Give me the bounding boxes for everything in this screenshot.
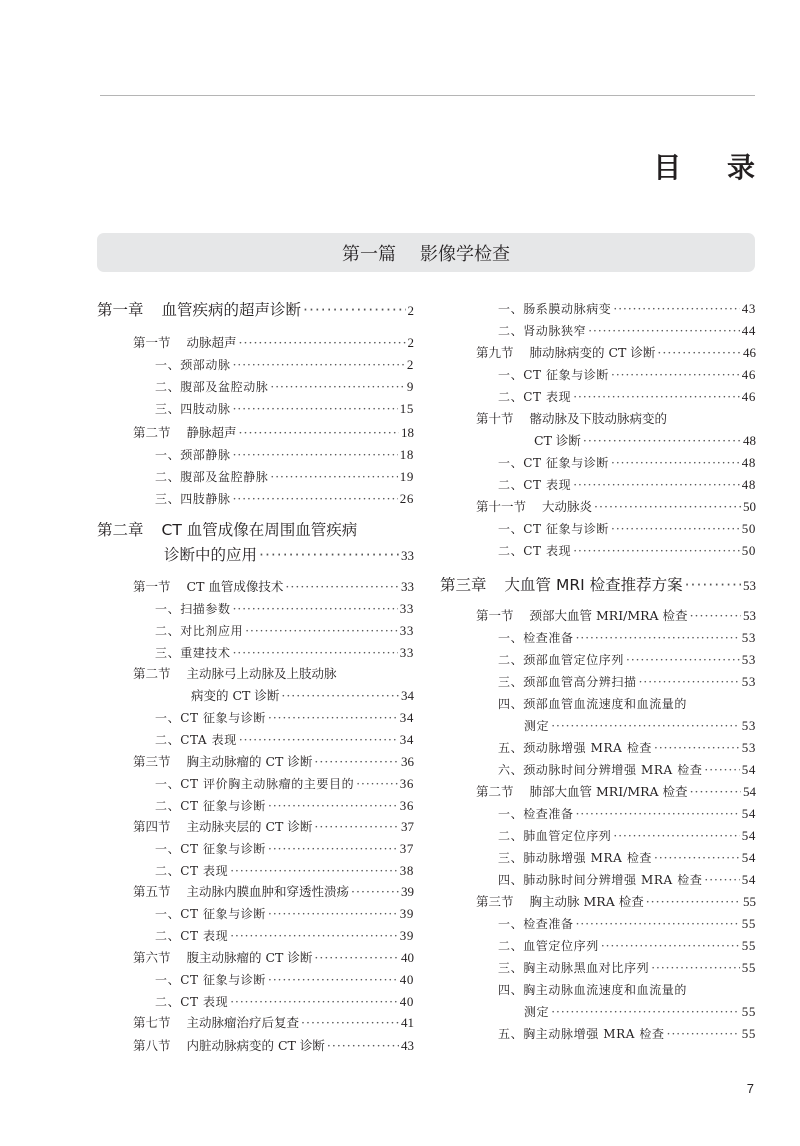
item-title: 三、胸主动脉黑血对比序列 bbox=[498, 961, 650, 975]
item-title: 二、腹部及盆腔动脉 bbox=[155, 380, 269, 394]
toc-entry[interactable] bbox=[97, 729, 414, 751]
leader-dots bbox=[233, 598, 398, 620]
toc-entry[interactable] bbox=[440, 913, 756, 935]
part-banner bbox=[97, 233, 755, 272]
page-ref: 33 bbox=[401, 579, 414, 594]
leader-dots bbox=[270, 466, 397, 488]
section-title-cont: 病变的 CT 诊断 bbox=[191, 688, 280, 703]
item-title: 五、颈动脉增强 MRA 检查 bbox=[498, 741, 653, 755]
toc-entry[interactable] bbox=[440, 803, 756, 825]
toc-entry[interactable] bbox=[440, 891, 756, 913]
section-label: 第二节 bbox=[133, 425, 171, 440]
toc-entry[interactable] bbox=[97, 947, 414, 969]
toc-entry[interactable] bbox=[440, 320, 756, 342]
leader-dots bbox=[230, 925, 398, 947]
page-ref: 37 bbox=[401, 819, 414, 834]
chapter-title: CT 血管成像在周围血管疾病 bbox=[161, 521, 358, 539]
section-title: 大动脉炎 bbox=[542, 499, 593, 514]
item-title-cont: 测定 bbox=[524, 1005, 550, 1019]
chapter-title-cont: 诊断中的应用 bbox=[164, 546, 258, 564]
page-ref: 53 bbox=[741, 718, 756, 733]
page-ref: 54 bbox=[741, 850, 756, 865]
toc-entry[interactable] bbox=[97, 620, 414, 642]
toc-entry[interactable] bbox=[97, 332, 414, 354]
toc-entry[interactable] bbox=[97, 519, 414, 541]
leader-dots bbox=[685, 574, 741, 596]
toc-entry[interactable] bbox=[440, 1001, 756, 1023]
chapter-label: 第二章 bbox=[97, 521, 144, 539]
leader-dots bbox=[646, 891, 741, 913]
leader-dots bbox=[654, 847, 740, 869]
page-ref: 54 bbox=[743, 784, 756, 799]
leader-dots bbox=[551, 1001, 740, 1023]
toc-entry[interactable] bbox=[97, 1012, 414, 1034]
leader-dots bbox=[245, 620, 398, 642]
toc-entry[interactable] bbox=[97, 838, 414, 860]
item-title: 五、胸主动脉增强 MRA 检查 bbox=[498, 1027, 665, 1041]
leader-dots bbox=[233, 642, 398, 664]
page-ref: 55 bbox=[741, 916, 756, 931]
toc-entry[interactable] bbox=[97, 925, 414, 947]
leader-dots bbox=[285, 576, 399, 598]
leader-dots bbox=[704, 759, 739, 781]
page-ref: 55 bbox=[741, 1004, 756, 1019]
page-ref: 9 bbox=[406, 379, 414, 394]
page-ref: 36 bbox=[401, 754, 414, 769]
leader-dots bbox=[611, 452, 740, 474]
page-ref: 33 bbox=[401, 548, 414, 563]
leader-dots bbox=[230, 991, 398, 1013]
page-ref: 34 bbox=[401, 688, 414, 703]
page-ref: 33 bbox=[399, 645, 414, 660]
toc-entry[interactable] bbox=[440, 574, 756, 597]
section-title: 内脏动脉病变的 CT 诊断 bbox=[186, 1038, 325, 1053]
leader-dots bbox=[270, 376, 404, 398]
toc-entry[interactable] bbox=[97, 816, 414, 838]
page-ref: 41 bbox=[401, 1015, 414, 1030]
toc-entry[interactable] bbox=[440, 693, 756, 715]
section-label: 第五节 bbox=[133, 884, 171, 899]
toc-entry[interactable] bbox=[97, 299, 414, 322]
page-ref: 46 bbox=[741, 367, 756, 382]
section-title: 主动脉弓上动脉及上肢动脉 bbox=[186, 666, 337, 681]
page-ref: 18 bbox=[399, 447, 414, 462]
item-title: 一、检查准备 bbox=[498, 917, 574, 931]
page-ref: 38 bbox=[399, 863, 414, 878]
page-ref: 54 bbox=[741, 828, 756, 843]
page-ref: 40 bbox=[399, 994, 414, 1009]
leader-dots bbox=[268, 969, 398, 991]
toc-entry[interactable] bbox=[440, 957, 756, 979]
leader-dots bbox=[583, 430, 741, 452]
leader-dots bbox=[351, 881, 399, 903]
page-ref: 15 bbox=[399, 401, 414, 416]
section-label: 第一节 bbox=[133, 579, 171, 594]
leader-dots bbox=[239, 422, 399, 444]
page-ref: 50 bbox=[741, 521, 756, 536]
item-title: 二、CT 表现 bbox=[155, 929, 229, 943]
leader-dots bbox=[613, 825, 739, 847]
page-ref: 36 bbox=[399, 776, 414, 791]
toc-entry[interactable] bbox=[97, 444, 414, 466]
part-name: 影像学检查 bbox=[420, 243, 510, 265]
leader-dots bbox=[601, 935, 740, 957]
item-title: 三、颈部血管高分辨扫描 bbox=[498, 675, 637, 689]
leader-dots bbox=[314, 751, 399, 773]
toc-entry[interactable] bbox=[440, 935, 756, 957]
toc-entry[interactable] bbox=[440, 627, 756, 649]
toc-entry[interactable] bbox=[97, 544, 414, 567]
leader-dots bbox=[690, 605, 741, 627]
leader-dots bbox=[233, 444, 398, 466]
item-title-cont: 测定 bbox=[524, 719, 550, 733]
leader-dots bbox=[573, 540, 740, 562]
leader-dots bbox=[573, 474, 740, 496]
page-ref: 39 bbox=[399, 928, 414, 943]
page-ref: 36 bbox=[399, 798, 414, 813]
item-title: 二、CT 表现 bbox=[498, 390, 572, 404]
page-ref: 55 bbox=[741, 960, 756, 975]
toc-entry[interactable] bbox=[440, 759, 756, 781]
toc-entry[interactable] bbox=[97, 642, 414, 664]
leader-dots bbox=[667, 1023, 740, 1045]
item-title: 一、CT 征象与诊断 bbox=[155, 711, 267, 725]
toc-entry[interactable] bbox=[440, 496, 756, 518]
toc-entry[interactable] bbox=[440, 386, 756, 408]
section-label: 第二节 bbox=[476, 784, 514, 799]
page-ref: 46 bbox=[741, 389, 756, 404]
leader-dots bbox=[268, 903, 398, 925]
page-ref: 37 bbox=[399, 841, 414, 856]
section-title: 腹主动脉瘤的 CT 诊断 bbox=[186, 950, 313, 965]
page-ref: 53 bbox=[741, 630, 756, 645]
item-title: 二、CT 表现 bbox=[155, 864, 229, 878]
toc-entry[interactable] bbox=[97, 685, 414, 707]
leader-dots bbox=[690, 781, 741, 803]
page-ref: 2 bbox=[406, 357, 414, 372]
section-label: 第十一节 bbox=[476, 499, 527, 514]
item-title: 二、腹部及盆腔静脉 bbox=[155, 470, 269, 484]
toc-entry[interactable] bbox=[440, 342, 756, 364]
leader-dots bbox=[573, 386, 740, 408]
toc-entry[interactable] bbox=[440, 649, 756, 671]
section-title: 髂动脉及下肢动脉病变的 bbox=[529, 411, 668, 426]
toc-entry[interactable] bbox=[440, 474, 756, 496]
leader-dots bbox=[651, 957, 740, 979]
item-title: 三、肺动脉增强 MRA 检查 bbox=[498, 851, 653, 865]
section-title-cont: CT 诊断 bbox=[534, 433, 581, 448]
page-ref: 2 bbox=[407, 335, 414, 350]
section-label: 第六节 bbox=[133, 950, 171, 965]
page-ref: 46 bbox=[743, 345, 756, 360]
toc-entry[interactable] bbox=[440, 430, 756, 452]
leader-dots bbox=[639, 671, 740, 693]
leader-dots bbox=[268, 838, 398, 860]
page-ref: 55 bbox=[741, 1026, 756, 1041]
toc-entry[interactable] bbox=[97, 576, 414, 598]
item-title: 一、CT 评价胸主动脉瘤的主要目的 bbox=[155, 777, 355, 791]
toc-entry[interactable] bbox=[440, 671, 756, 693]
item-title: 一、肠系膜动脉病变 bbox=[498, 302, 612, 316]
page-ref: 26 bbox=[399, 491, 414, 506]
page-ref: 40 bbox=[401, 950, 414, 965]
chapter-title: 血管疾病的超声诊断 bbox=[161, 301, 302, 319]
toc-entry[interactable] bbox=[97, 991, 414, 1013]
toc-entry[interactable] bbox=[97, 422, 414, 444]
section-label: 第七节 bbox=[133, 1015, 171, 1030]
leader-dots bbox=[314, 947, 399, 969]
leader-dots bbox=[327, 1035, 399, 1057]
toc-entry[interactable] bbox=[97, 773, 414, 795]
toc-entry[interactable] bbox=[440, 869, 756, 891]
item-title: 二、CT 表现 bbox=[498, 478, 572, 492]
toc-entry[interactable] bbox=[440, 825, 756, 847]
item-title: 一、检查准备 bbox=[498, 631, 574, 645]
item-title: 一、检查准备 bbox=[498, 807, 574, 821]
section-label: 第一节 bbox=[133, 335, 171, 350]
item-title: 二、肾动脉狭窄 bbox=[498, 324, 587, 338]
leader-dots bbox=[626, 649, 740, 671]
item-title: 一、颈部动脉 bbox=[155, 358, 231, 372]
leader-dots bbox=[551, 715, 740, 737]
toc-entry[interactable] bbox=[97, 903, 414, 925]
toc-entry[interactable] bbox=[440, 518, 756, 540]
item-title: 四、胸主动脉血流速度和血流量的 bbox=[498, 983, 688, 997]
page-ref: 54 bbox=[741, 806, 756, 821]
page-ref: 2 bbox=[407, 303, 414, 318]
page-ref: 48 bbox=[741, 477, 756, 492]
section-label: 第九节 bbox=[476, 345, 514, 360]
page-ref: 34 bbox=[399, 732, 414, 747]
section-title: 静脉超声 bbox=[186, 425, 237, 440]
page-ref: 33 bbox=[399, 601, 414, 616]
page-ref: 33 bbox=[399, 623, 414, 638]
page-ref: 53 bbox=[743, 578, 756, 593]
leader-dots bbox=[576, 627, 740, 649]
toc-entry[interactable] bbox=[440, 715, 756, 737]
leader-dots bbox=[281, 685, 399, 707]
item-title: 一、CT 征象与诊断 bbox=[498, 368, 610, 382]
section-title: CT 血管成像技术 bbox=[186, 579, 284, 594]
chapter-label: 第一章 bbox=[97, 301, 144, 319]
toc-entry[interactable] bbox=[440, 1023, 756, 1045]
section-title: 主动脉内膜血肿和穿透性溃疡 bbox=[186, 884, 350, 899]
leader-dots bbox=[654, 737, 740, 759]
toc-entry[interactable] bbox=[440, 847, 756, 869]
toc-entry[interactable] bbox=[97, 969, 414, 991]
item-title: 一、CT 征象与诊断 bbox=[155, 973, 267, 987]
section-label: 第三节 bbox=[476, 894, 514, 909]
leader-dots bbox=[233, 488, 398, 510]
page-ref: 53 bbox=[741, 652, 756, 667]
toc-entry[interactable] bbox=[97, 1035, 414, 1057]
chapter-title: 大血管 MRI 检查推荐方案 bbox=[504, 576, 683, 594]
header-rule bbox=[100, 95, 755, 96]
page-ref: 55 bbox=[741, 938, 756, 953]
item-title: 二、CT 表现 bbox=[498, 544, 572, 558]
toc-entry[interactable] bbox=[97, 663, 414, 685]
toc-entry[interactable] bbox=[97, 751, 414, 773]
item-title: 一、CT 征象与诊断 bbox=[155, 842, 267, 856]
page-number: 7 bbox=[746, 1081, 754, 1096]
leader-dots bbox=[594, 496, 741, 518]
toc-entry[interactable] bbox=[440, 605, 756, 627]
toc-entry[interactable] bbox=[440, 737, 756, 759]
page-ref: 54 bbox=[741, 762, 756, 777]
leader-dots bbox=[588, 320, 740, 342]
item-title: 一、扫描参数 bbox=[155, 602, 231, 616]
leader-dots bbox=[233, 398, 398, 420]
leader-dots bbox=[611, 364, 740, 386]
page-ref: 39 bbox=[401, 884, 414, 899]
section-title: 肺动脉病变的 CT 诊断 bbox=[529, 345, 656, 360]
page-ref: 53 bbox=[741, 674, 756, 689]
leader-dots bbox=[301, 1012, 399, 1034]
item-title: 四、颈部血管血流速度和血流量的 bbox=[498, 697, 688, 711]
item-title: 四、肺动脉时间分辨增强 MRA 检查 bbox=[498, 873, 703, 887]
chapter-label: 第三章 bbox=[440, 576, 487, 594]
section-title: 动脉超声 bbox=[186, 335, 237, 350]
toc-entry[interactable] bbox=[97, 795, 414, 817]
leader-dots bbox=[239, 729, 398, 751]
page-ref: 39 bbox=[399, 906, 414, 921]
leader-dots bbox=[657, 342, 741, 364]
item-title: 二、CT 征象与诊断 bbox=[155, 799, 267, 813]
leader-dots bbox=[259, 544, 399, 566]
item-title: 二、CTA 表现 bbox=[155, 733, 237, 747]
page-ref: 50 bbox=[741, 543, 756, 558]
leader-dots bbox=[613, 298, 739, 320]
toc-entry[interactable] bbox=[97, 707, 414, 729]
toc-entry[interactable] bbox=[440, 408, 756, 430]
section-title: 主动脉夹层的 CT 诊断 bbox=[186, 819, 313, 834]
section-label: 第一节 bbox=[476, 608, 514, 623]
leader-dots bbox=[230, 860, 398, 882]
leader-dots bbox=[268, 795, 398, 817]
leader-dots bbox=[704, 869, 739, 891]
section-title: 颈部大血管 MRI/MRA 检查 bbox=[529, 608, 688, 623]
leader-dots bbox=[314, 816, 399, 838]
page-ref: 53 bbox=[743, 608, 756, 623]
page-title: 目 录 bbox=[653, 151, 773, 184]
toc-entry[interactable] bbox=[440, 781, 756, 803]
toc-entry[interactable] bbox=[440, 452, 756, 474]
item-title: 二、肺血管定位序列 bbox=[498, 829, 612, 843]
page-ref: 40 bbox=[399, 972, 414, 987]
section-label: 第八节 bbox=[133, 1038, 171, 1053]
page-ref: 19 bbox=[399, 469, 414, 484]
leader-dots bbox=[303, 299, 405, 321]
section-label: 第十节 bbox=[476, 411, 514, 426]
page-ref: 18 bbox=[401, 425, 414, 440]
leader-dots bbox=[268, 707, 398, 729]
page-ref: 44 bbox=[741, 323, 756, 338]
item-title: 二、颈部血管定位序列 bbox=[498, 653, 625, 667]
toc-entry[interactable] bbox=[97, 860, 414, 882]
page-ref: 34 bbox=[399, 710, 414, 725]
page-ref: 43 bbox=[741, 301, 756, 316]
leader-dots bbox=[576, 803, 740, 825]
page-ref: 43 bbox=[401, 1038, 414, 1053]
section-title: 胸主动脉 MRA 检查 bbox=[529, 894, 644, 909]
toc-entry[interactable] bbox=[440, 979, 756, 1001]
page-ref: 54 bbox=[741, 872, 756, 887]
item-title: 二、对比剂应用 bbox=[155, 624, 244, 638]
item-title: 一、CT 征象与诊断 bbox=[498, 456, 610, 470]
leader-dots bbox=[239, 332, 406, 354]
toc-entry[interactable] bbox=[97, 376, 414, 398]
section-title: 主动脉瘤治疗后复查 bbox=[186, 1015, 300, 1030]
toc-entry[interactable] bbox=[440, 364, 756, 386]
toc-entry[interactable] bbox=[97, 466, 414, 488]
toc-entry[interactable] bbox=[440, 298, 756, 320]
item-title: 一、CT 征象与诊断 bbox=[155, 907, 267, 921]
page-ref: 50 bbox=[743, 499, 756, 514]
item-title: 六、颈动脉时间分辨增强 MRA 检查 bbox=[498, 763, 703, 777]
item-title: 三、四肢静脉 bbox=[155, 492, 231, 506]
item-title: 三、重建技术 bbox=[155, 646, 231, 660]
leader-dots bbox=[356, 773, 398, 795]
toc-entry[interactable] bbox=[97, 398, 414, 420]
toc-entry[interactable] bbox=[97, 354, 414, 376]
item-title: 二、CT 表现 bbox=[155, 995, 229, 1009]
section-label: 第三节 bbox=[133, 754, 171, 769]
section-title: 肺部大血管 MRI/MRA 检查 bbox=[529, 784, 688, 799]
section-label: 第二节 bbox=[133, 666, 171, 681]
item-title: 三、四肢动脉 bbox=[155, 402, 231, 416]
part-label: 第一篇 bbox=[342, 243, 396, 265]
item-title: 二、血管定位序列 bbox=[498, 939, 599, 953]
toc-entry[interactable] bbox=[97, 598, 414, 620]
section-label: 第四节 bbox=[133, 819, 171, 834]
item-title: 一、颈部静脉 bbox=[155, 448, 231, 462]
toc-entry[interactable] bbox=[97, 488, 414, 510]
leader-dots bbox=[576, 913, 740, 935]
toc-entry[interactable] bbox=[97, 881, 414, 903]
leader-dots bbox=[611, 518, 740, 540]
page-ref: 53 bbox=[741, 740, 756, 755]
toc-entry[interactable] bbox=[440, 540, 756, 562]
leader-dots bbox=[233, 354, 405, 376]
section-title: 胸主动脉瘤的 CT 诊断 bbox=[186, 754, 313, 769]
page-ref: 55 bbox=[743, 894, 756, 909]
page-ref: 48 bbox=[741, 455, 756, 470]
page-ref: 48 bbox=[743, 433, 756, 448]
item-title: 一、CT 征象与诊断 bbox=[498, 522, 610, 536]
